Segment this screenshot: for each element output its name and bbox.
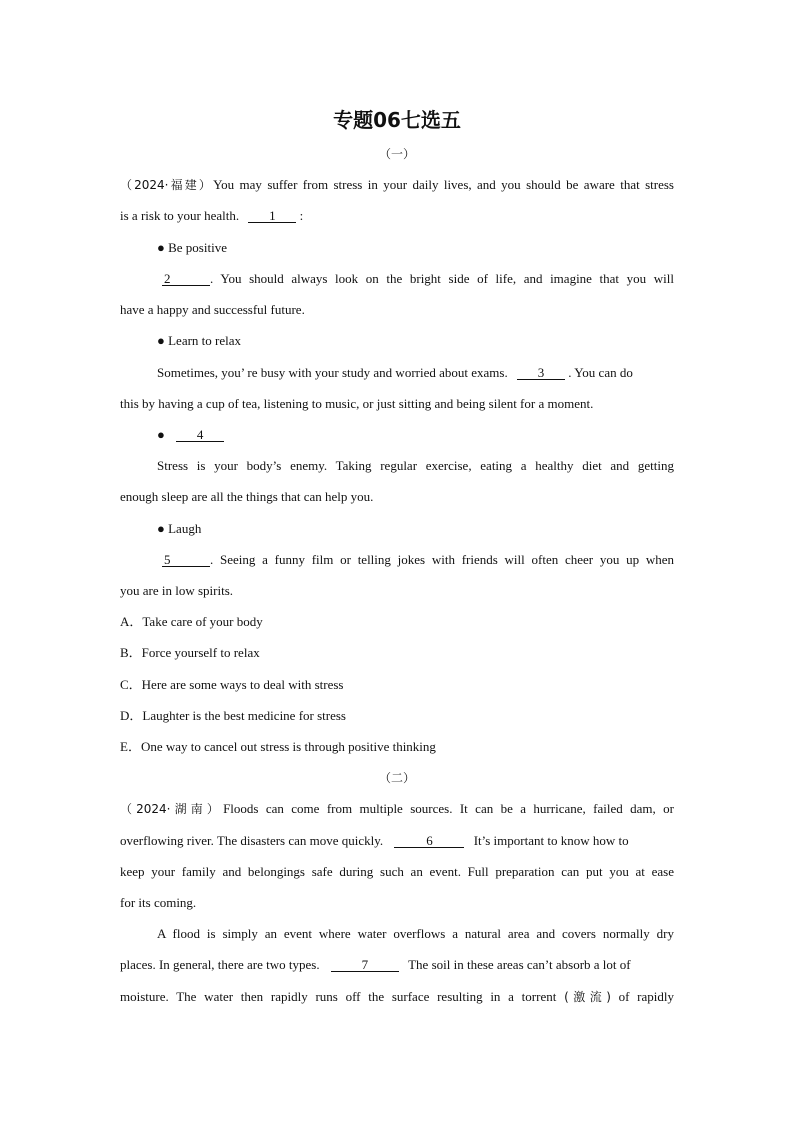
tip-label: Be positive <box>168 240 227 255</box>
option-d[interactable]: D．Laughter is the best medicine for stress <box>120 708 346 723</box>
paragraph-line <box>162 552 674 568</box>
paragraph-line: enough sleep are all the things that can help you. <box>120 489 374 504</box>
paragraph-line: for its coming. <box>120 895 197 910</box>
bullet-icon: ● <box>157 427 165 442</box>
paragraph-line <box>157 365 674 381</box>
paragraph-line <box>120 957 674 973</box>
tip-heading <box>157 521 711 537</box>
option-b[interactable]: B．Force yourself to relax <box>120 645 260 660</box>
blank-1[interactable]: 1 <box>248 209 296 223</box>
text: places. In general, there are two types. <box>120 957 320 972</box>
paragraph-line <box>120 208 674 224</box>
source-tag: （2024·福建） <box>120 178 214 192</box>
text: : <box>299 208 304 223</box>
bullet-icon: ● <box>157 240 165 255</box>
section-heading-2: （二） <box>378 771 415 785</box>
paragraph-line <box>162 271 674 287</box>
text: of rapidly <box>618 989 674 1004</box>
tip-label: Learn to relax <box>168 333 242 348</box>
tip-label: Laugh <box>168 521 202 536</box>
paragraph-line: have a happy and successful future. <box>120 302 305 317</box>
blank-5[interactable]: 5 <box>162 553 210 567</box>
tip-heading <box>157 333 711 349</box>
option-e[interactable]: E．One way to cancel out stress is through positive thinking <box>120 739 436 754</box>
bullet-icon: ● <box>157 521 165 536</box>
page-title: 专题06七选五 <box>333 108 461 132</box>
paragraph-line <box>120 989 674 1005</box>
blank-7[interactable]: 7 <box>331 958 399 972</box>
chinese-gloss: (激流) <box>564 990 611 1004</box>
blank-6[interactable]: 6 <box>394 834 464 848</box>
option-a[interactable]: A．Take care of your body <box>120 614 263 629</box>
tip-heading <box>157 427 711 443</box>
text: overflowing river. The disasters can move quickly. <box>120 833 384 848</box>
paragraph-line: A flood is simply an event where water overflows a natural area and covers normally dry <box>157 926 674 941</box>
text: . You should always look on the bright side of life, and imagine that you will <box>210 271 674 286</box>
paragraph-line: Stress is your body’s enemy. Taking regular exercise, eating a healthy diet and getting <box>157 458 674 473</box>
bullet-icon: ● <box>157 333 165 348</box>
paragraph-line <box>120 177 674 193</box>
blank-2[interactable]: 2 <box>162 272 210 286</box>
text: moisture. The water then rapidly runs off the surface resulting in a torrent <box>120 989 557 1004</box>
source-tag: （2024·湖南） <box>120 802 224 816</box>
text: is a risk to your health. <box>120 208 240 223</box>
text: . You can do <box>568 365 633 380</box>
paragraph-line <box>120 801 674 817</box>
paragraph-line: keep your family and belongings safe during such an event. Full preparation can put you at ease <box>120 864 674 879</box>
text: You may suffer from stress in your daily lives, and you should be aware that stress <box>213 177 674 192</box>
section-heading-1: （一） <box>378 147 415 161</box>
paragraph-line <box>120 833 674 849</box>
paragraph-line: you are in low spirits. <box>120 583 234 598</box>
text: Sometimes, you’ re busy with your study and worried about exams. <box>157 365 508 380</box>
blank-4[interactable]: 4 <box>176 428 224 442</box>
option-c[interactable]: C．Here are some ways to deal with stress <box>120 677 344 692</box>
text: Floods can come from multiple sources. It can be a hurricane, failed dam, or <box>223 801 674 816</box>
paragraph-line: this by having a cup of tea, listening to music, or just sitting and being silent for a moment. <box>120 396 594 411</box>
text: It’s important to know how to <box>473 833 629 848</box>
text: The soil in these areas can’t absorb a lot of <box>408 957 631 972</box>
tip-heading <box>157 240 711 256</box>
blank-3[interactable]: 3 <box>517 366 565 380</box>
text: . Seeing a funny film or telling jokes with friends will often cheer you up when <box>210 552 674 567</box>
